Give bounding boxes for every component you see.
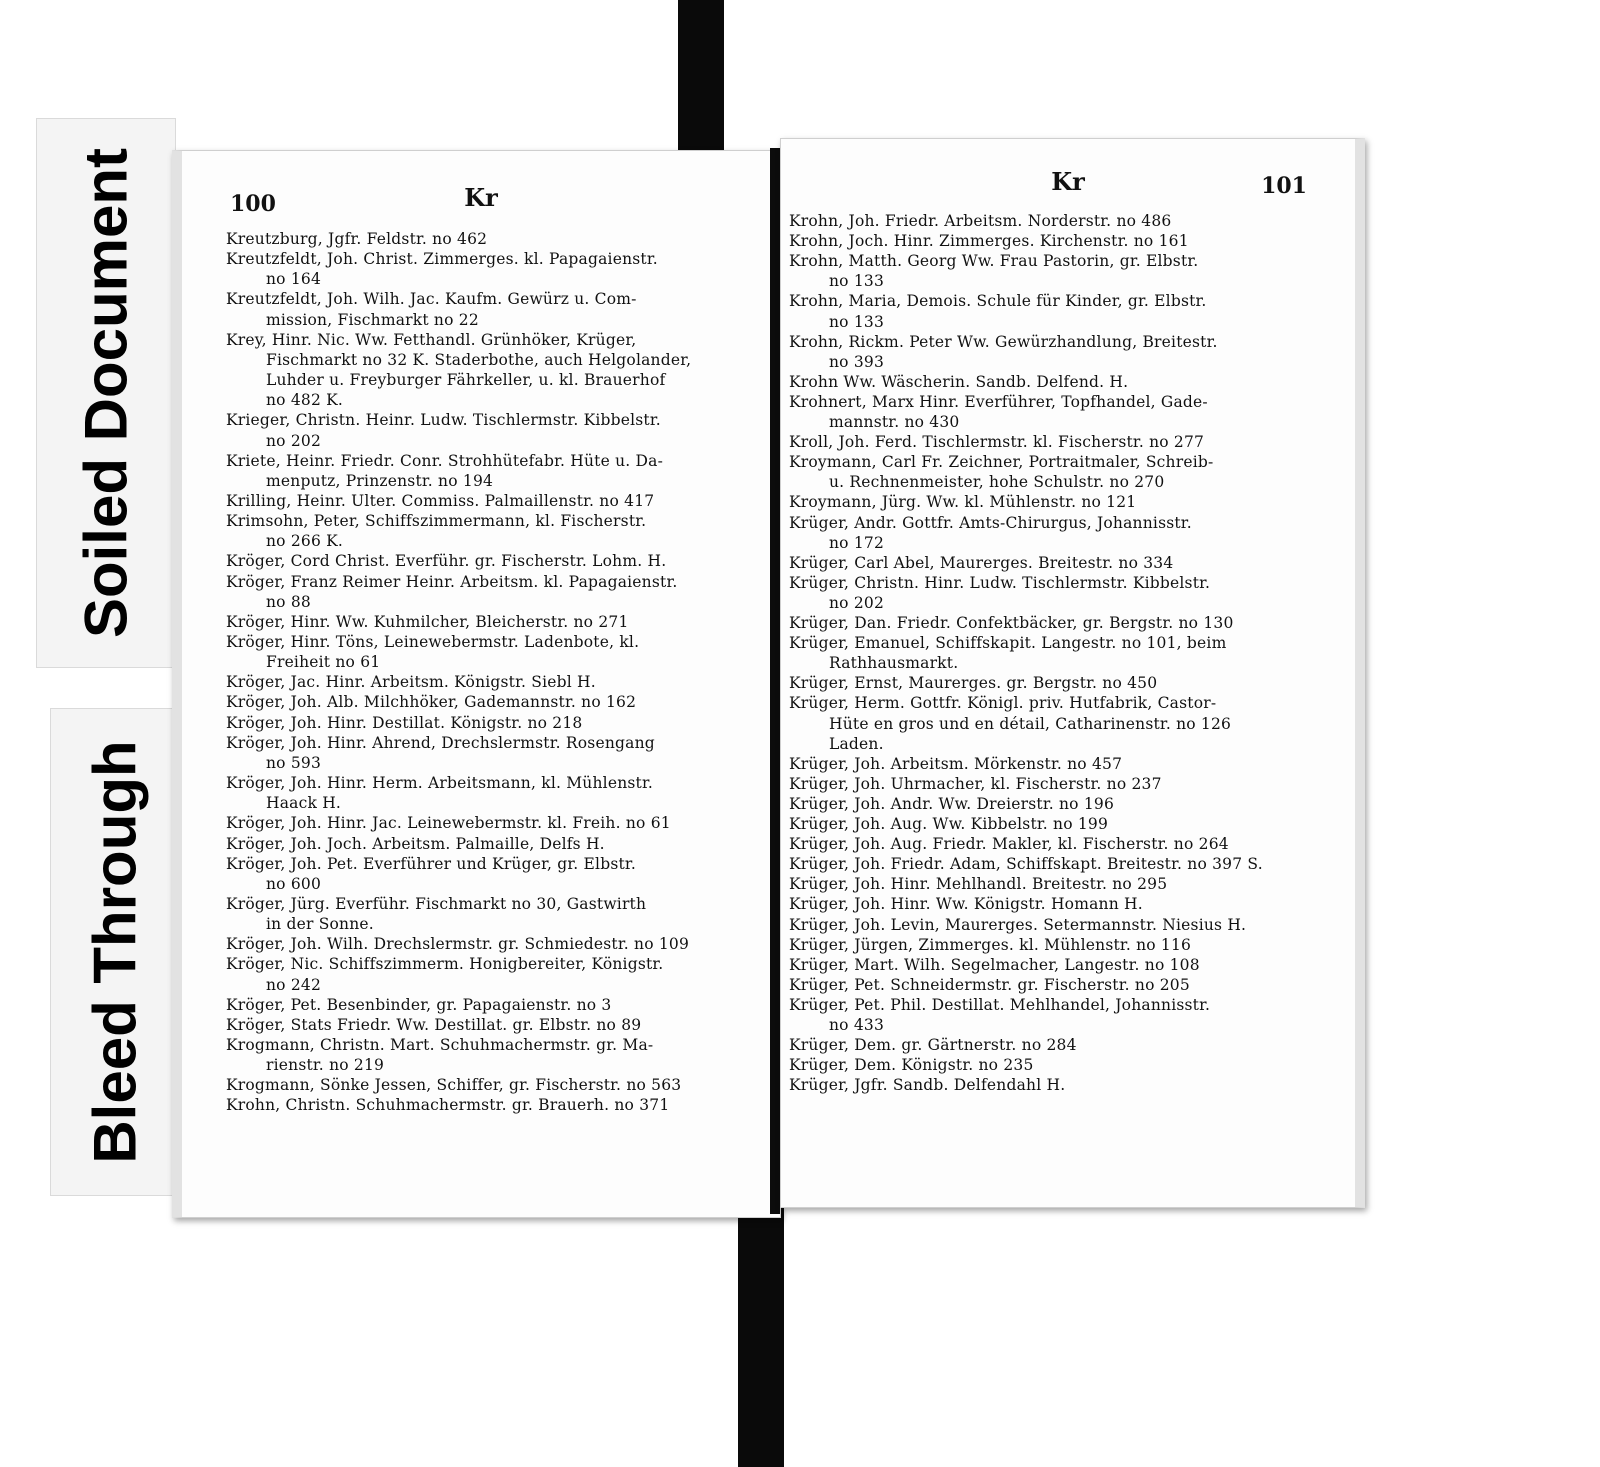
left-page-line: Kröger, Joh. Hinr. Destillat. Königstr. no 218 — [226, 713, 583, 732]
right-page-line: Krüger, Dan. Friedr. Confektbäcker, gr. Bergstr. no 130 — [789, 614, 1234, 632]
left-page-line: Kreutzburg, Jgfr. Feldstr. no 462 — [226, 230, 488, 248]
left-page-line: Haack H. — [266, 794, 342, 813]
right-page-line: Krüger, Ernst, Maurerges. gr. Bergstr. no 450 — [789, 674, 1158, 693]
right-page-line: Krüger, Carl Abel, Maurerges. Breitestr. no 334 — [789, 553, 1174, 572]
left-page-line: Freiheit no 61 — [266, 653, 381, 672]
left-page-line: Krey, Hinr. Nic. Ww. Fetthandl. Grünhöker, Krüger, — [226, 330, 637, 349]
left-page-line: Kröger, Nic. Schiffszimmerm. Honigbereiter, Königstr. — [226, 955, 664, 974]
right-page-number: 101 — [1261, 173, 1307, 199]
right-page-line: Krüger, Joh. Andr. Ww. Dreierstr. no 196 — [789, 794, 1115, 813]
right-page-line: no 202 — [829, 593, 885, 612]
right-page-line: no 133 — [829, 272, 885, 291]
right-page-line: no 433 — [829, 1016, 885, 1034]
soiled-document-tab — [36, 118, 176, 668]
right-page-line: no 133 — [829, 312, 885, 331]
right-page-line: Krüger, Joh. Arbeitsm. Mörkenstr. no 457 — [789, 754, 1123, 773]
right-page-line: u. Rechnenmeister, hohe Schulstr. no 270 — [829, 473, 1165, 492]
left-page-line: no 242 — [266, 975, 322, 994]
left-page-line: Krieger, Christn. Heinr. Ludw. Tischlermstr. Kibbelstr. — [226, 411, 661, 430]
left-page-line: Kröger, Joh. Pet. Everführer und Krüger, gr. Elbstr. — [226, 854, 636, 873]
left-page-line: Kröger, Joh. Hinr. Ahrend, Drechslermstr. Rosengang — [226, 733, 655, 752]
left-page-line: Kröger, Stats Friedr. Ww. Destillat. gr. Elbstr. no 89 — [226, 1015, 642, 1034]
right-page — [780, 138, 1365, 1208]
right-page-line: Krohn, Matth. Georg Ww. Frau Pastorin, gr. Elbstr. — [789, 252, 1199, 271]
left-page-line: mission, Fischmarkt no 22 — [266, 310, 479, 329]
soiled-document-label: Soiled Document — [72, 147, 140, 639]
right-page-line: Krüger, Dem. Königstr. no 235 — [789, 1056, 1034, 1075]
right-page-line: Kroll, Joh. Ferd. Tischlermstr. kl. Fischerstr. no 277 — [789, 433, 1205, 452]
right-page-line: Krüger, Joh. Uhrmacher, kl. Fischerstr. no 237 — [789, 774, 1162, 793]
left-page-line: Kröger, Joh. Alb. Milchhöker, Gademannstr. no 162 — [226, 693, 637, 712]
left-page-line: Kröger, Pet. Besenbinder, gr. Papagaienstr. no 3 — [226, 995, 612, 1014]
left-page-line: no 593 — [266, 753, 322, 772]
right-page-line: Kroymann, Jürg. Ww. kl. Mühlenstr. no 121 — [789, 493, 1137, 512]
right-page-line: Hüte en gros und en détail, Catharinenstr. no 126 — [829, 714, 1232, 733]
right-page-line: Krohn, Maria, Demois. Schule für Kinder, gr. Elbstr. — [789, 292, 1207, 311]
left-page-line: Kröger, Joh. Hinr. Herm. Arbeitsmann, kl. Mühlenstr. — [226, 774, 653, 793]
right-page-line: Krüger, Pet. Phil. Destillat. Mehlhandel, Johannisstr. — [789, 995, 1211, 1014]
right-page-line: Krüger, Jgfr. Sandb. Delfendahl H. — [789, 1076, 1066, 1095]
right-page-entries — [781, 139, 1355, 1207]
right-page-line: Laden. — [829, 734, 884, 753]
right-page-line: Krohnert, Marx Hinr. Everführer, Topfhandel, Gade- — [789, 392, 1208, 411]
right-page-line: Krüger, Joh. Levin, Maurerges. Setermannstr. Niesius H. — [789, 915, 1247, 934]
left-page-line: menputz, Prinzenstr. no 194 — [266, 471, 494, 490]
right-page-line: Krüger, Herm. Gottfr. Königl. priv. Hutfabrik, Castor- — [789, 694, 1217, 713]
right-page-line: Krohn, Joh. Friedr. Arbeitsm. Norderstr. no 486 — [789, 212, 1172, 230]
right-page-line: Krüger, Joh. Hinr. Ww. Königstr. Homann H. — [789, 895, 1143, 914]
left-page-line: Luhder u. Freyburger Fährkeller, u. kl. Brauerhof — [266, 371, 666, 390]
left-page-line: no 88 — [266, 592, 311, 611]
right-page-line: Krüger, Andr. Gottfr. Amts-Chirurgus, Johannisstr. — [789, 513, 1192, 532]
left-page-line: Krogmann, Christn. Mart. Schuhmachermstr. gr. Ma- — [226, 1036, 654, 1054]
binding-strip-top — [678, 0, 724, 160]
left-page-line: Kröger, Jac. Hinr. Arbeitsm. Königstr. Siebl H. — [226, 673, 596, 692]
left-page-line: no 600 — [266, 874, 322, 893]
left-page-line: Krilling, Heinr. Ulter. Commiss. Palmaillenstr. no 417 — [226, 491, 655, 510]
left-page-line: Kreutzfeldt, Joh. Wilh. Jac. Kaufm. Gewürz u. Com- — [226, 290, 637, 309]
left-page-line: Kröger, Jürg. Everführ. Fischmarkt no 30, Gastwirth — [226, 894, 647, 913]
left-page-line: Krogmann, Sönke Jessen, Schiffer, gr. Fischerstr. no 563 — [226, 1076, 682, 1095]
left-page-entries — [182, 151, 780, 1217]
right-page-line: Krüger, Joh. Aug. Friedr. Makler, kl. Fischerstr. no 264 — [789, 835, 1229, 854]
binding-strip-bottom — [738, 1205, 784, 1467]
right-page-line: mannstr. no 430 — [829, 413, 960, 431]
left-page-line: no 266 K. — [266, 532, 344, 551]
bleed-through-tab — [50, 708, 180, 1196]
right-page-heading: Kr — [1051, 167, 1085, 196]
right-page-line: Krüger, Pet. Schneidermstr. gr. Fischerstr. no 205 — [789, 975, 1190, 994]
right-page-line: Krüger, Emanuel, Schiffskapit. Langestr. no 101, beim — [789, 634, 1227, 653]
left-page-line: no 482 K. — [266, 391, 344, 410]
right-page-line: no 172 — [829, 533, 885, 552]
left-page-line: Kröger, Hinr. Ww. Kuhmilcher, Bleicherstr. no 271 — [226, 612, 629, 631]
left-page-line: in der Sonne. — [266, 915, 374, 934]
right-page-line: Krüger, Jürgen, Zimmerges. kl. Mühlenstr. no 116 — [789, 935, 1192, 954]
left-page — [172, 150, 781, 1218]
right-page-line: Kroymann, Carl Fr. Zeichner, Portraitmaler, Schreib- — [789, 453, 1214, 472]
left-page-line: Kröger, Hinr. Töns, Leinewebermstr. Ladenbote, kl. — [226, 633, 640, 651]
right-page-line: Krohn, Rickm. Peter Ww. Gewürzhandlung, Breitestr. — [789, 332, 1218, 351]
left-page-line: Kröger, Joh. Joch. Arbeitsm. Palmaille, Delfs H. — [226, 834, 605, 853]
right-page-line: Krüger, Joh. Friedr. Adam, Schiffskapt. Breitestr. no 397 S. — [789, 855, 1263, 874]
left-page-line: Kröger, Joh. Wilh. Drechslermstr. gr. Schmiedestr. no 109 — [226, 935, 690, 954]
right-page-line: Krüger, Joh. Aug. Ww. Kibbelstr. no 199 — [789, 815, 1109, 833]
bleed-through-label: Bleed Through — [81, 740, 149, 1164]
right-page-line: Krohn Ww. Wäscherin. Sandb. Delfend. H. — [789, 372, 1129, 391]
right-page-line: Krüger, Joh. Hinr. Mehlhandl. Breitestr. no 295 — [789, 875, 1168, 894]
left-page-line: Kröger, Cord Christ. Everführ. gr. Fischerstr. Lohm. H. — [226, 552, 667, 571]
right-page-line: Krüger, Mart. Wilh. Segelmacher, Langestr. no 108 — [789, 955, 1200, 974]
right-page-line: Krüger, Christn. Hinr. Ludw. Tischlermstr. Kibbelstr. — [789, 573, 1211, 592]
left-page-line: Kriete, Heinr. Friedr. Conr. Strohhütefabr. Hüte u. Da- — [226, 451, 664, 470]
left-page-line: no 202 — [266, 431, 322, 450]
left-page-line: Krimsohn, Peter, Schiffszimmermann, kl. Fischerstr. — [226, 512, 647, 531]
right-page-line: no 393 — [829, 352, 885, 371]
left-page-line: rienstr. no 219 — [266, 1056, 385, 1075]
right-page-line: Krüger, Dem. gr. Gärtnerstr. no 284 — [789, 1036, 1077, 1055]
left-page-line: Fischmarkt no 32 K. Staderbothe, auch Helgolander, — [266, 350, 692, 369]
right-page-line: Krohn, Joch. Hinr. Zimmerges. Kirchenstr. no 161 — [789, 232, 1189, 251]
left-page-number: 100 — [230, 191, 276, 217]
left-page-line: Kreutzfeldt, Joh. Christ. Zimmerges. kl. Papagaienstr. — [226, 250, 658, 269]
left-page-line: Kröger, Franz Reimer Heinr. Arbeitsm. kl. Papagaienstr. — [226, 572, 678, 591]
left-page-line: Krohn, Christn. Schuhmachermstr. gr. Brauerh. no 371 — [226, 1096, 670, 1115]
left-page-line: Kröger, Joh. Hinr. Jac. Leinewebermstr. kl. Freih. no 61 — [226, 814, 671, 833]
left-page-line: no 164 — [266, 270, 322, 289]
left-page-heading: Kr — [464, 183, 498, 212]
right-page-line: Rathhausmarkt. — [829, 654, 959, 673]
page-gutter — [770, 148, 780, 1214]
